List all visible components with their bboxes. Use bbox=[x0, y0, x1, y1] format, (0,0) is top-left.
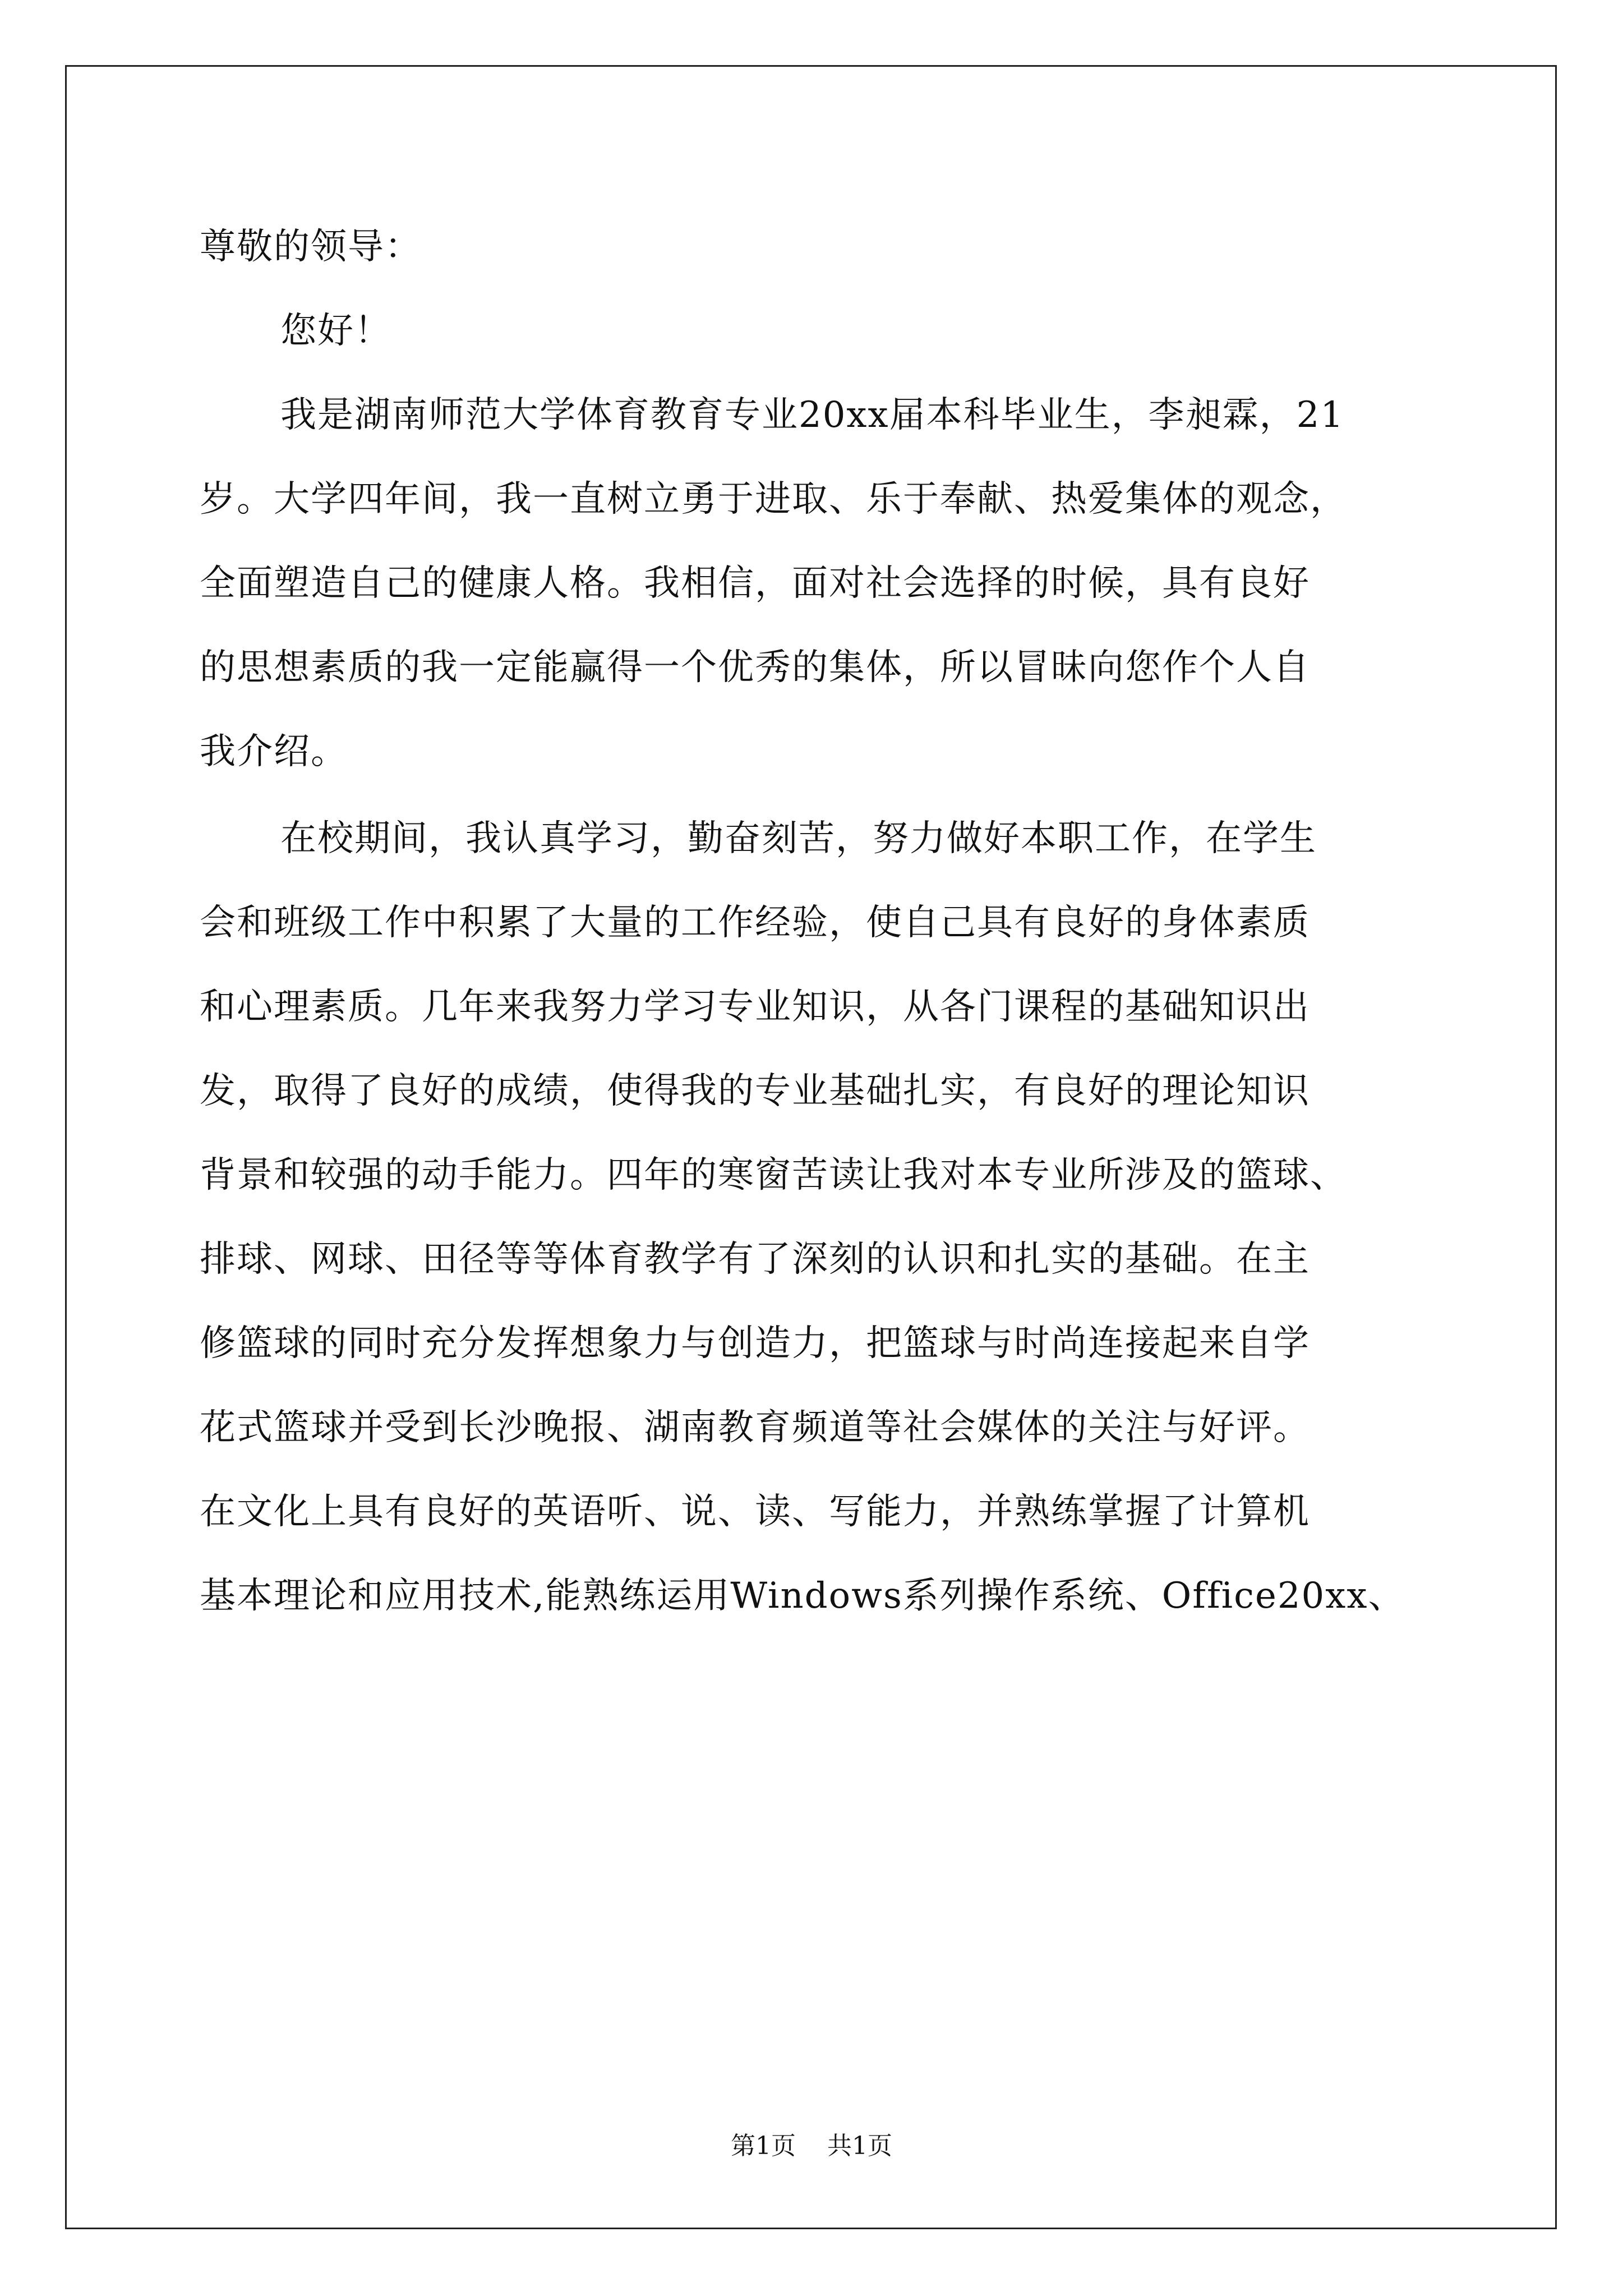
body-line: 岁。大学四年间，我一直树立勇于进取、乐于奉献、热爱集体的观念， bbox=[200, 478, 1347, 520]
body-line: 和心理素质。几年来我努力学习专业知识，从各门课程的基础知识出 bbox=[200, 986, 1310, 1028]
greeting: 您好！ bbox=[280, 310, 391, 352]
page-border bbox=[65, 65, 1557, 2229]
body-line: 在校期间，我认真学习，勤奋刻苦，努力做好本职工作，在学生 bbox=[280, 818, 1317, 859]
body-line: 基本理论和应用技术,能熟练运用Windows系列操作系统、Office20xx、 bbox=[200, 1575, 1405, 1617]
page-total: 共1页 bbox=[827, 2132, 892, 2160]
body-line: 我介绍。 bbox=[200, 731, 348, 772]
body-line: 背景和较强的动手能力。四年的寒窗苦读让我对本专业所涉及的篮球、 bbox=[200, 1154, 1347, 1196]
salutation: 尊敬的领导： bbox=[200, 226, 422, 268]
body-line: 我是湖南师范大学体育教育专业20xx届本科毕业生，李昶霖，21 bbox=[280, 394, 1345, 436]
body-line: 的思想素质的我一定能赢得一个优秀的集体，所以冒昧向您作个人自 bbox=[200, 647, 1310, 688]
body-line: 在文化上具有良好的英语听、说、读、写能力，并熟练掌握了计算机 bbox=[200, 1491, 1310, 1533]
body-line: 会和班级工作中积累了大量的工作经验，使自己具有良好的身体素质 bbox=[200, 902, 1310, 944]
page-footer bbox=[0, 2131, 1623, 2162]
body-line: 花式篮球并受到长沙晚报、湖南教育频道等社会媒体的关注与好评。 bbox=[200, 1407, 1310, 1448]
body-line: 排球、网球、田径等等体育教学有了深刻的认识和扎实的基础。在主 bbox=[200, 1239, 1310, 1280]
body-line: 全面塑造自己的健康人格。我相信，面对社会选择的时候，具有良好 bbox=[200, 563, 1310, 604]
page-number: 第1页 bbox=[731, 2132, 796, 2160]
body-line: 发，取得了良好的成绩，使得我的专业基础扎实，有良好的理论知识 bbox=[200, 1070, 1310, 1112]
body-line: 修篮球的同时充分发挥想象力与创造力，把篮球与时尚连接起来自学 bbox=[200, 1323, 1310, 1364]
